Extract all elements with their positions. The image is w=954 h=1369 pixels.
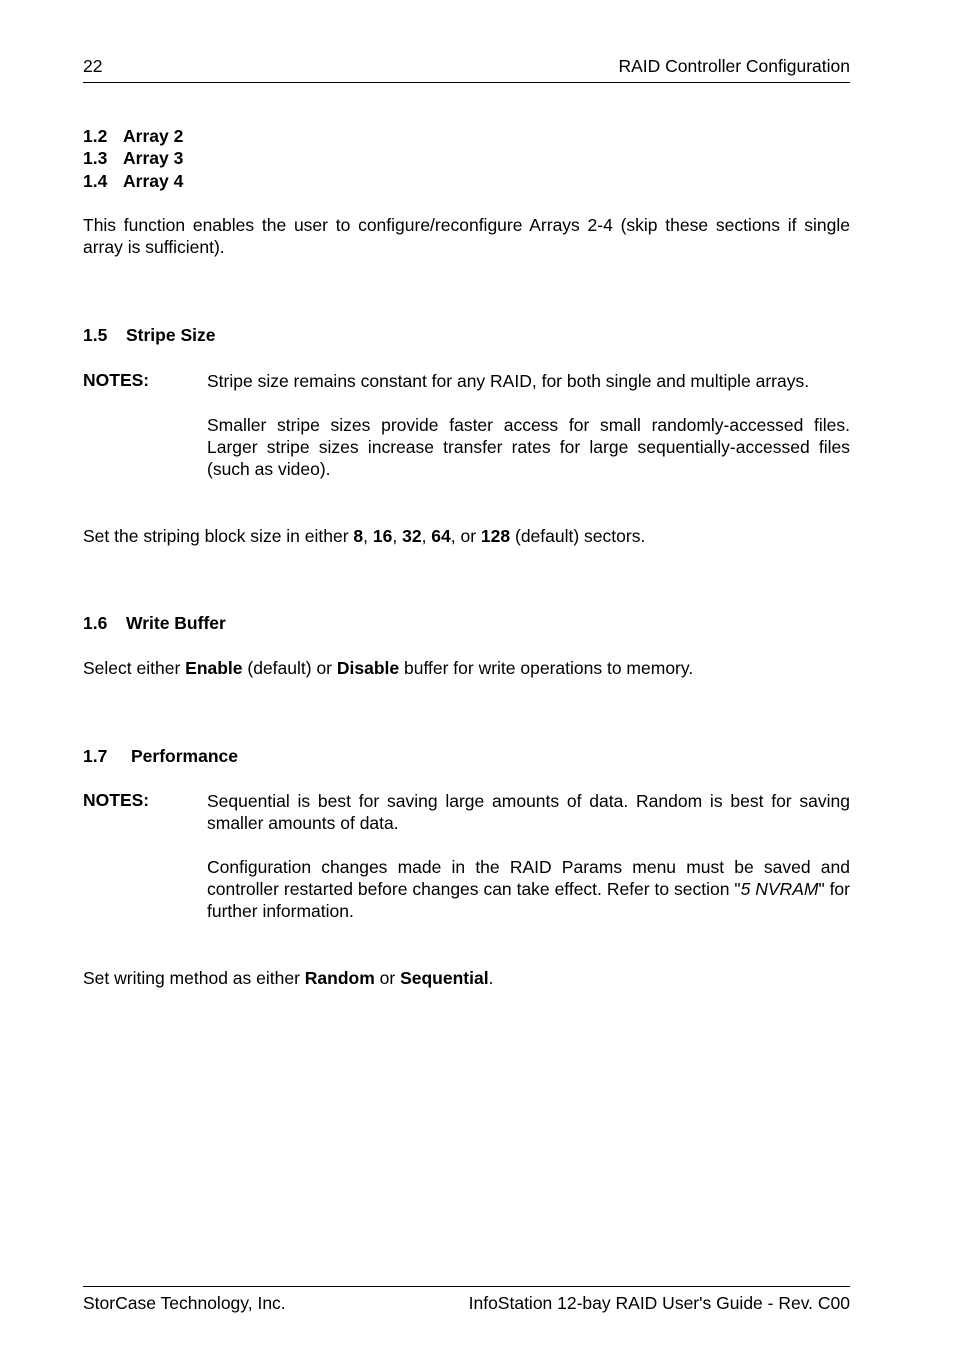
section-number: 1.7 <box>83 746 108 766</box>
section-title: Performance <box>131 746 238 766</box>
page-number: 22 <box>83 56 103 76</box>
disable-option: Disable <box>336 658 400 678</box>
section-heading-1-6 <box>83 613 226 634</box>
option-128: 128 <box>480 526 511 546</box>
section-number: 1.6 <box>83 613 108 633</box>
section-number: 1.4 <box>83 171 108 191</box>
footer-company: StorCase Technology, Inc. <box>83 1293 286 1313</box>
section-title: Write Buffer <box>126 613 226 633</box>
section-number: 1.3 <box>83 148 108 168</box>
option-64: 64 <box>431 526 451 546</box>
perf-note-1: Sequential is best for saving large amounts of data. Random is best for saving smaller amounts of data. <box>207 791 850 833</box>
enable-option: Enable <box>185 658 243 678</box>
section-title: Array 2 <box>123 126 184 146</box>
random-option: Random <box>304 968 375 988</box>
section-number: 1.2 <box>83 126 108 146</box>
page-footer <box>83 1286 850 1313</box>
stripe-note-1: Stripe size remains constant for any RAID, for both single and multiple arrays. <box>207 371 810 391</box>
notes-label: NOTES: <box>83 790 150 810</box>
stripe-note-2: Smaller stripe sizes provide faster access for small randomly-accessed files. Larger stripe sizes increase transfer rates for large sequentially-accessed files (such as video). <box>207 415 850 479</box>
section-reference: 5 NVRAM <box>740 879 819 899</box>
section-title: Stripe Size <box>126 325 216 345</box>
section-heading-1-2 <box>83 126 183 147</box>
section-heading-1-3 <box>83 148 183 169</box>
section-title: Array 4 <box>123 171 184 191</box>
option-16: 16 <box>372 526 393 546</box>
section-heading-1-7 <box>83 746 238 767</box>
arrays-paragraph: This function enables the user to configure/reconfigure Arrays 2-4 (skip these sections if single array is sufficient). <box>83 215 850 257</box>
perf-note-2: Configuration changes made in the RAID Params menu must be saved and controller restarted before changes can take effect. Refer to section "5 NVRAM" for further information. <box>207 857 850 921</box>
buffer-paragraph: Select either Enable (default) or Disable buffer for write operations to memory. <box>83 658 694 678</box>
performance-paragraph: Set writing method as either Random or Sequential. <box>83 968 494 988</box>
option-32: 32 <box>402 526 422 546</box>
notes-label: NOTES: <box>83 370 150 390</box>
section-heading-1-5 <box>83 325 215 346</box>
section-title: Array 3 <box>123 148 184 168</box>
chapter-title: RAID Controller Configuration <box>618 56 850 76</box>
sequential-option: Sequential <box>400 968 489 988</box>
stripe-paragraph: Set the striping block size in either 8, 16, 32, 64, or 128 (default) sectors. <box>83 526 646 546</box>
page-header <box>83 56 850 83</box>
section-number: 1.5 <box>83 325 108 345</box>
footer-document-title: InfoStation 12-bay RAID User's Guide - Rev. C00 <box>468 1293 850 1313</box>
option-8: 8 <box>353 526 364 546</box>
section-heading-1-4 <box>83 171 183 192</box>
